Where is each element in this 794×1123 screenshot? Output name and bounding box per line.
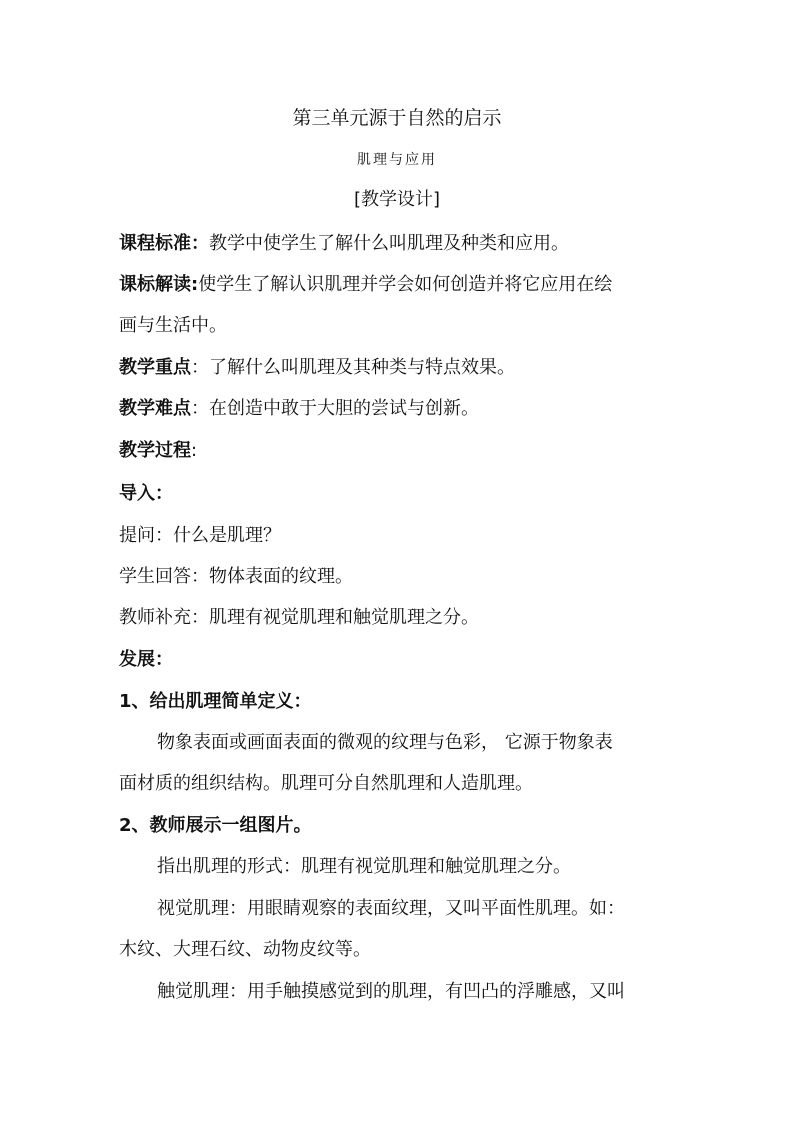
step-2-paragraph-2-line-1: 视觉肌理：用眼睛观察的表面纹理，又叫平面性肌理。如： [157, 898, 625, 919]
intro-heading: 导入： [119, 483, 173, 504]
step-2-paragraph-3: 触觉肌理：用手触摸感觉到的肌理，有凹凸的浮雕感，又叫 [157, 981, 625, 1002]
teacher-supplement-line: 教师补充：肌理有视觉肌理和触觉肌理之分。 [119, 607, 479, 628]
teaching-focus [119, 356, 679, 380]
standard-interpretation-continued: 画与生活中。 [119, 315, 227, 336]
course-standard-label: 课程标准： [119, 233, 209, 254]
teaching-process-label: 教学过程 [119, 440, 191, 461]
document-subtitle: 肌理与应用 [357, 152, 437, 168]
document-title: 第三单元源于自然的启示 [292, 107, 502, 129]
course-standard-text: 教学中使学生了解什么叫肌理及种类和应用。 [209, 233, 569, 254]
design-heading: [教学设计] [353, 189, 441, 210]
step-2-heading: 2、教师展示一组图片。 [119, 815, 312, 836]
step-2-paragraph-2-line-2: 木纹、大理石纹、动物皮纹等。 [119, 939, 371, 960]
step-1-heading: 1、给出肌理简单定义： [119, 691, 312, 712]
teaching-difficulty-text: ：在创造中敢于大胆的尝试与创新。 [191, 398, 479, 419]
step-1-paragraph-line-2: 面材质的组织结构。肌理可分自然肌理和人造肌理。 [119, 773, 533, 794]
course-standard [119, 232, 679, 256]
step-1-paragraph-line-1: 物象表面或画面表面的微观的纹理与色彩， 它源于物象表 [157, 732, 613, 753]
teaching-difficulty [119, 397, 679, 421]
teaching-process-colon: : [191, 440, 198, 461]
teaching-focus-label: 教学重点 [119, 357, 191, 378]
standard-interpretation [119, 273, 679, 297]
standard-interpretation-label: 课标解读: [119, 274, 199, 295]
standard-interpretation-text: 使学生了解认识肌理并学会如何创造并将它应用在绘 [198, 274, 613, 295]
step-2-paragraph-1: 指出肌理的形式：肌理有视觉肌理和触觉肌理之分。 [157, 856, 571, 877]
question-line: 提问：什么是肌理？ [119, 525, 281, 546]
develop-heading: 发展： [119, 649, 173, 670]
teaching-focus-text: ：了解什么叫肌理及其种类与特点效果。 [191, 357, 515, 378]
teaching-difficulty-label: 教学难点 [119, 398, 191, 419]
student-answer-line: 学生回答：物体表面的纹理。 [119, 566, 353, 587]
teaching-process [119, 439, 679, 463]
